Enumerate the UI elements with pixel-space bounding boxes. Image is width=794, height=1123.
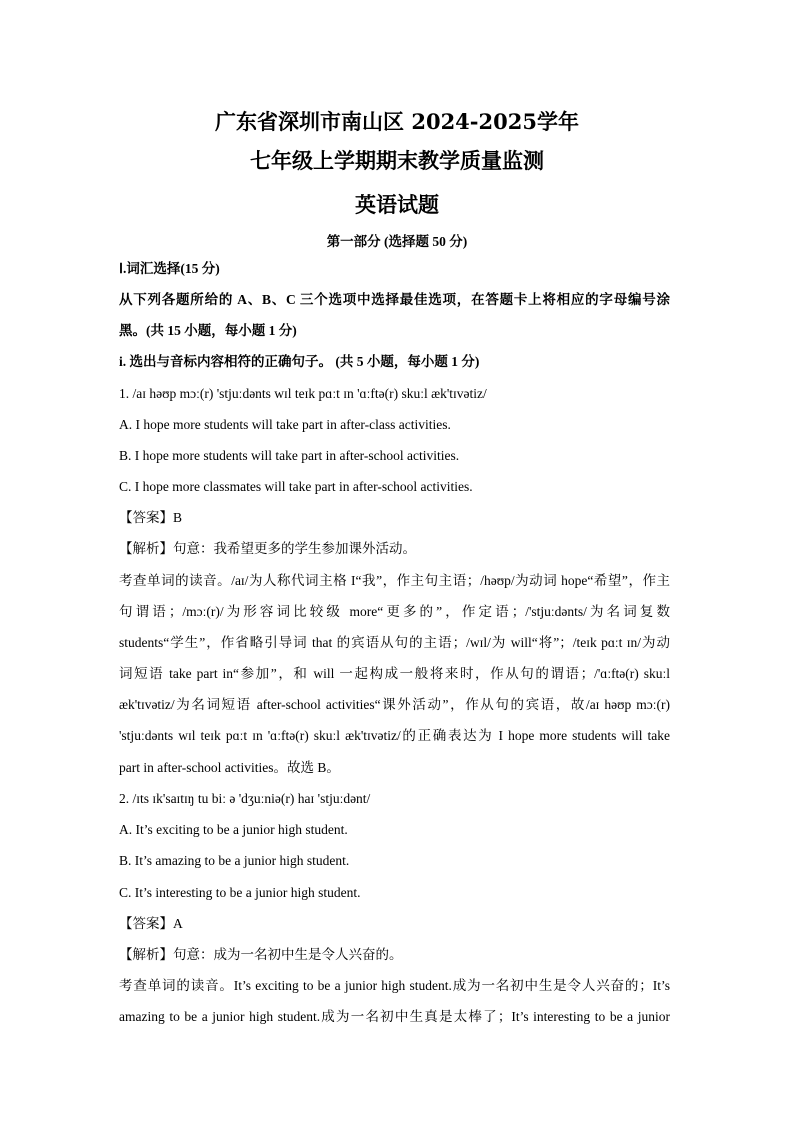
q1-option-b: B. I hope more students will take part in after-school activities.: [119, 448, 460, 463]
q1-answer: 【答案】B: [119, 510, 183, 525]
q2-analysis-line: 【解析】句意：成为一名初中生是令人兴奋的。: [119, 947, 403, 962]
q2-answer: 【答案】A: [119, 916, 183, 931]
q1-option-c: C. I hope more classmates will take part in after-school activities.: [119, 479, 473, 494]
instruction-line-1: 从下列各题所给的 A、B、C 三个选项中选择最佳选项，在答题卡上将相应的字母编号涂: [119, 292, 670, 307]
title-line-1: 广东省深圳市南山区 2024-2025学年: [215, 109, 579, 134]
sub-heading: i. 选出与音标内容相符的正确句子。 (共 5 小题，每小题 1 分): [119, 354, 480, 369]
q2-option-a: A. It’s exciting to be a junior high student.: [119, 822, 348, 837]
q2-analysis-line: 考查单词的读音。It’s exciting to be a junior high student.成为一名初中生是令人兴奋的；It’s: [119, 978, 670, 993]
part-heading: 第一部分 (选择题 50 分): [326, 234, 468, 249]
q1-analysis-line: part in after-school activities。故选 B。: [119, 760, 340, 775]
q2-option-b: B. It’s amazing to be a junior high student.: [119, 853, 350, 868]
title-line-2: 七年级上学期期末教学质量监测: [250, 148, 544, 173]
q1-option-a: A. I hope more students will take part in after-class activities.: [119, 417, 451, 432]
q1-analysis-line: 考查单词的读音。/aɪ/为人称代词主格 I“我”，作主句主语；/həʊp/为动词 hope“希望”，作主: [119, 573, 670, 588]
q1-analysis-line: æk'tɪvətiz/为名词短语 after-school activities“课外活动”，作从句的宾语，故/aɪ həʊp mɔː(r): [119, 697, 670, 712]
q1-analysis-line: 词短语 take part in“参加”，和 will 一起构成一般将来时，作从句的谓语；/'ɑːftə(r) skuːl: [119, 666, 670, 681]
q1-question: 1. /aɪ həʊp mɔː(r) 'stjuːdənts wɪl teɪk pɑːt ɪn 'ɑːftə(r) skuːl æk'tɪvətiz/: [119, 386, 487, 401]
section-heading: Ⅰ.词汇选择(15 分): [119, 261, 220, 276]
q1-analysis-line: 'stjuːdənts wɪl teɪk pɑːt ɪn 'ɑːftə(r) skuːl æk'tɪvətiz/的正确表达为 I hope more students will take: [119, 728, 670, 743]
q2-question: 2. /ɪts ɪk'saɪtɪŋ tu biː ə 'dʒuːniə(r) haɪ 'stjuːdənt/: [119, 791, 371, 806]
instruction-line-2: 黑。(共 15 小题，每小题 1 分): [119, 323, 297, 338]
q2-analysis-line: amazing to be a junior high student.成为一名初中生真是太棒了；It’s interesting to be a junior: [119, 1009, 670, 1024]
title-line-3: 英语试题: [355, 192, 439, 217]
q1-analysis-line: 句谓语；/mɔː(r)/为形容词比较级 more“更多的”，作定语；/'stjuːdənts/为名词复数: [119, 604, 670, 619]
q1-analysis-line: 【解析】句意：我希望更多的学生参加课外活动。: [119, 541, 416, 556]
q1-analysis-line: students“学生”，作省略引导词 that 的宾语从句的主语；/wɪl/为 will“将”；/teɪk pɑːt ɪn/为动: [119, 635, 670, 650]
q2-option-c: C. It’s interesting to be a junior high student.: [119, 885, 361, 900]
